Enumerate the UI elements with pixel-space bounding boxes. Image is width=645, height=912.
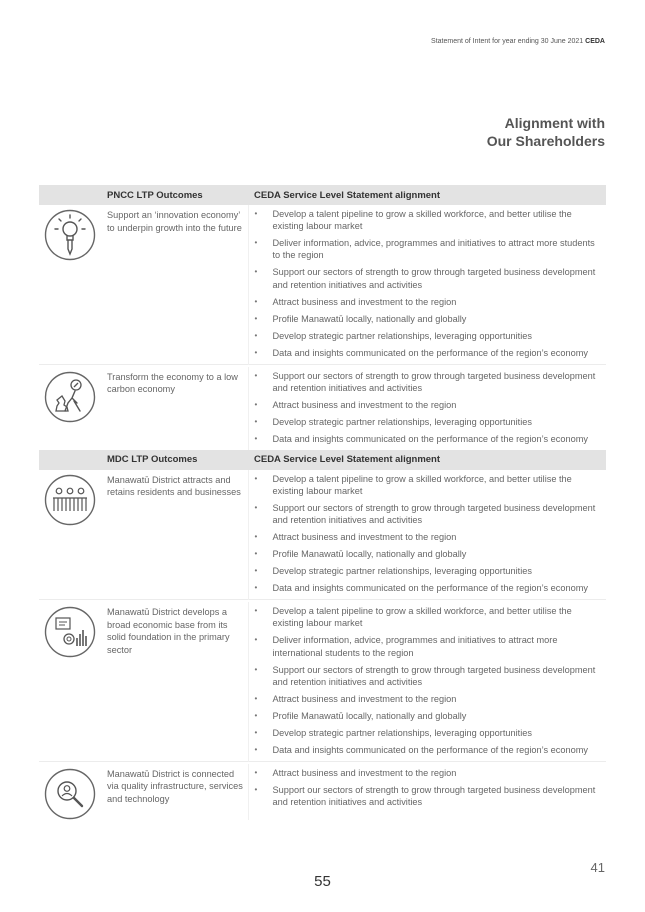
alignment-item: • Attract business and investment to the region bbox=[249, 693, 603, 705]
outcome-row bbox=[39, 602, 606, 761]
outcome-icon-cell bbox=[39, 205, 101, 364]
alignment-item: • Develop strategic partner relationships, leveraging opportunities bbox=[249, 416, 603, 428]
alignment-item: • Support our sectors of strength to grow through targeted business development and retention initiatives and activities bbox=[249, 266, 603, 290]
alignment-item: • Develop strategic partner relationships, leveraging opportunities bbox=[249, 330, 603, 342]
alignment-list bbox=[249, 370, 603, 445]
running-header bbox=[431, 38, 605, 45]
people-group-icon bbox=[44, 474, 96, 526]
page-title-line1: Alignment with bbox=[504, 115, 605, 131]
outcome-column-header: MDC LTP Outcomes bbox=[101, 450, 248, 470]
outcome-row bbox=[39, 764, 606, 820]
alignment-item: • Develop strategic partner relationships, leveraging opportunities bbox=[249, 727, 603, 739]
alignment-item: • Profile Manawatū locally, nationally and globally bbox=[249, 710, 603, 722]
chess-knight-icon bbox=[44, 371, 96, 423]
header-text: Statement of Intent for year ending 30 June 2021 bbox=[431, 38, 584, 45]
alignment-item: • Support our sectors of strength to grow through targeted business development and retention initiatives and activities bbox=[249, 370, 603, 394]
outcome-icon-cell bbox=[39, 367, 101, 450]
alignment-item: • Profile Manawatū locally, nationally and globally bbox=[249, 548, 603, 560]
outcome-text: Manawatū District is connected via quality infrastructure, services and technology bbox=[101, 764, 248, 820]
outcome-icon-cell bbox=[39, 470, 101, 600]
alignment-column-header: CEDA Service Level Statement alignment bbox=[248, 450, 606, 470]
alignment-item: • Attract business and investment to the region bbox=[249, 767, 603, 779]
outcome-text: Transform the economy to a low carbon economy bbox=[101, 367, 248, 450]
alignment-item: • Support our sectors of strength to grow through targeted business development and retention initiatives and activities bbox=[249, 664, 603, 688]
page-title-line2: Our Shareholders bbox=[486, 133, 605, 149]
economy-chart-gear-icon bbox=[44, 606, 96, 658]
outcome-row bbox=[39, 470, 606, 600]
outcome-text: Manawatū District develops a broad economic base from its solid foundation in the primary sector bbox=[101, 602, 248, 761]
alignment-item: • Support our sectors of strength to grow through targeted business development and retention initiatives and activities bbox=[249, 784, 603, 808]
alignment-item: • Data and insights communicated on the performance of the region’s economy bbox=[249, 433, 603, 445]
outcome-column-header: PNCC LTP Outcomes bbox=[101, 185, 248, 205]
header-brand: CEDA bbox=[585, 38, 605, 45]
header-icon-cell bbox=[39, 450, 101, 470]
alignment-item: • Data and insights communicated on the performance of the region’s economy bbox=[249, 582, 603, 594]
lightbulb-pencil-icon bbox=[44, 209, 96, 261]
page-number: 41 bbox=[590, 860, 605, 875]
section-header-row bbox=[39, 450, 606, 470]
outcome-text: Manawatū District attracts and retains residents and businesses bbox=[101, 470, 248, 600]
alignment-item: • Attract business and investment to the region bbox=[249, 399, 603, 411]
alignment-item: • Develop a talent pipeline to grow a skilled workforce, and better utilise the existing labour market bbox=[249, 208, 603, 232]
alignment-list bbox=[249, 767, 603, 808]
alignment-column-header: CEDA Service Level Statement alignment bbox=[248, 185, 606, 205]
alignment-cell bbox=[248, 205, 606, 364]
alignment-item: • Attract business and investment to the region bbox=[249, 296, 603, 308]
alignment-item: • Develop strategic partner relationships, leveraging opportunities bbox=[249, 565, 603, 577]
page-title bbox=[487, 114, 605, 150]
outcome-icon-cell bbox=[39, 764, 101, 820]
alignment-item: • Profile Manawatū locally, nationally and globally bbox=[249, 313, 603, 325]
alignment-item: • Support our sectors of strength to grow through targeted business development and retention initiatives and activities bbox=[249, 502, 603, 526]
alignment-cell bbox=[248, 470, 606, 600]
alignment-item: • Attract business and investment to the region bbox=[249, 531, 603, 543]
page-number-secondary: 55 bbox=[314, 873, 331, 890]
outcome-row bbox=[39, 205, 606, 364]
outcome-text: Support an ‘innovation economy’ to underpin growth into the future bbox=[101, 205, 248, 364]
outcome-icon-cell bbox=[39, 602, 101, 761]
alignment-list bbox=[249, 208, 603, 359]
outcome-row bbox=[39, 367, 606, 450]
alignment-item: • Develop a talent pipeline to grow a skilled workforce, and better utilise the existing labour market bbox=[249, 473, 603, 497]
alignment-cell bbox=[248, 367, 606, 450]
alignment-cell bbox=[248, 602, 606, 761]
alignment-item: • Deliver information, advice, programmes and initiatives to attract more international students to the region bbox=[249, 634, 603, 658]
alignment-table bbox=[39, 185, 606, 820]
alignment-item: • Develop a talent pipeline to grow a skilled workforce, and better utilise the existing labour market bbox=[249, 605, 603, 629]
alignment-item: • Data and insights communicated on the performance of the region’s economy bbox=[249, 744, 603, 756]
alignment-item: • Data and insights communicated on the performance of the region’s economy bbox=[249, 347, 603, 359]
person-magnifier-icon bbox=[44, 768, 96, 820]
section-header-row bbox=[39, 185, 606, 205]
alignment-list bbox=[249, 605, 603, 756]
header-icon-cell bbox=[39, 185, 101, 205]
alignment-item: • Deliver information, advice, programmes and initiatives to attract more students to the region bbox=[249, 237, 603, 261]
alignment-cell bbox=[248, 764, 606, 820]
alignment-list bbox=[249, 473, 603, 595]
